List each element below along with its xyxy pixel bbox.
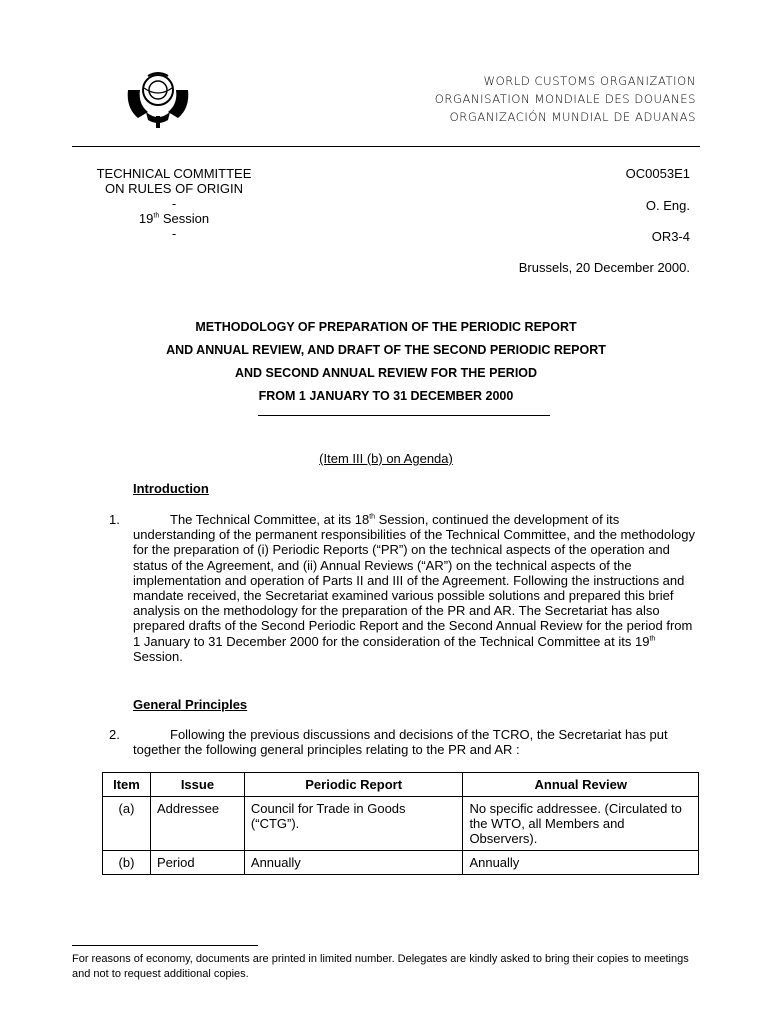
table-cell: Addressee [150,797,244,851]
wco-emblem-icon [124,68,192,130]
para-2-text: Following the previous discussions and decisions of the TCRO, the Secretariat has put together the following general principles relating to the PR and AR : [133,727,668,758]
org-name-en: WORLD CUSTOMS ORGANIZATION [483,74,696,88]
doc-date: Brussels, 20 December 2000. [518,260,690,275]
title-line-1: METHODOLOGY OF PREPARATION OF THE PERIODIC REPORT [195,320,577,334]
title-line-3: AND SECOND ANNUAL REVIEW FOR THE PERIOD [234,366,538,380]
footnote-divider [72,945,258,946]
table-row [103,797,699,851]
principles-table [102,772,699,875]
committee-dash-2: - [171,226,177,241]
table-header-cell: Item [103,773,151,797]
header-divider [72,146,700,147]
table-cell: No specific addressee. (Circulated to the WTO, all Members and Observers). [463,797,699,851]
table-cell: (b) [103,851,151,875]
table-header-cell: Periodic Report [244,773,463,797]
committee-line-1: TECHNICAL COMMITTEE [96,166,252,181]
footnote: For reasons of economy, documents are printed in limited number. Delegates are kindly asked to bring their copies to meetings and not to request additional copies. [72,953,689,980]
doc-ref: OR3-4 [651,229,690,244]
table-cell: Period [150,851,244,875]
intro-heading: Introduction [133,481,209,496]
table-cell: (a) [103,797,151,851]
table-row [103,851,699,875]
table-cell: Annually [463,851,699,875]
agenda-item: (Item III (b) on Agenda) [319,451,453,466]
title-line-4: FROM 1 JANUARY TO 31 DECEMBER 2000 [258,389,514,403]
committee-dash-1: - [171,196,177,211]
para-1-text: The Technical Committee, at its 18th Session, continued the development of its understanding of the permanent responsibilities of the Technical Committee, and the methodology for the preparation of (i) Periodic Reports (“PR”) on the technical aspects of the operation and status of the Agreement, and (ii) Annual Reviews (“AR”) on the technical aspects of the implementation and operation of Parts II and III of the Agreement. Following the instructions and mandate received, the Secretariat examined various possible solutions and prepared this brief analysis on the methodology for the preparation of the PR and AR. The Secretariat has also prepared drafts of the Second Periodic Report and the Second Annual Review for the period from 1 January to 31 December 2000 for the consideration of the Technical Committee at its 19th Session. [133,512,695,664]
title-underline [258,415,550,416]
table-header-cell: Issue [150,773,244,797]
session-line: 19th Session [138,211,210,226]
committee-block [72,166,276,241]
title-line-2: AND ANNUAL REVIEW, AND DRAFT OF THE SECOND PERIODIC REPORT [166,343,606,357]
doc-language: O. Eng. [645,198,690,213]
org-name-es: ORGANIZACIÓN MUNDIAL DE ADUANAS [449,110,696,124]
table-cell: Annually [244,851,463,875]
committee-line-2: ON RULES OF ORIGIN [105,181,243,196]
table-header-cell: Annual Review [463,773,699,797]
table-cell: Council for Trade in Goods (“CTG”). [244,797,463,851]
doc-number: OC0053E1 [625,166,690,181]
para-2-number: 2. [109,727,120,742]
para-1-number: 1. [109,512,120,527]
org-name-fr: ORGANISATION MONDIALE DES DOUANES [434,92,696,106]
principles-heading: General Principles [133,697,248,712]
table-header-row [103,773,699,797]
